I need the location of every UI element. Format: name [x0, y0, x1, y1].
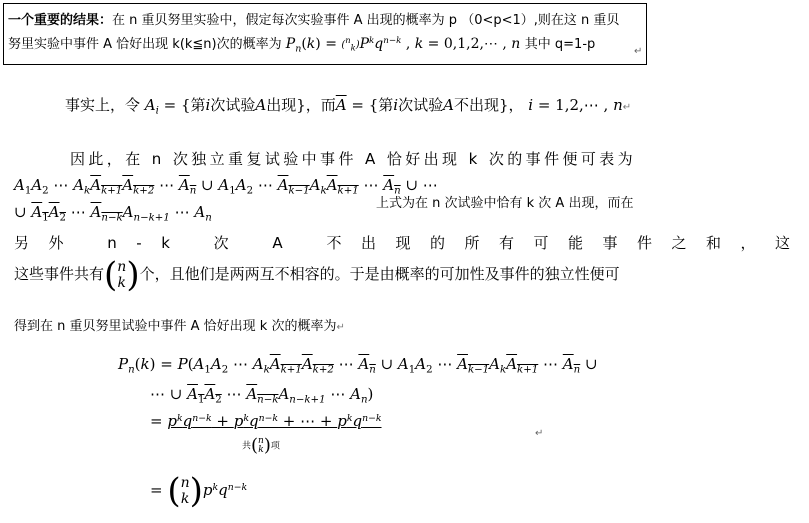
- derivation-row3-under: 共(n k)项: [242, 435, 280, 456]
- event-union-formula-2: ∪ $A_1A_2$ ⋯ $A_{n-k}A_{n-k+1}$ ⋯ $A_n$: [14, 203, 212, 224]
- para-mark: ↵: [634, 46, 643, 57]
- binomial-formula: $P_n(k) = (^n_k)P^kq^{n-k}$ , k = 0,1,2,⋯ , n: [285, 35, 521, 55]
- derivation-row3: = $p^kq^{n-k} + p^kq^{n-k}$ + ⋯ + $p^kq^{n-k}$: [150, 412, 382, 430]
- para2-line4: 这些事件共有(n k)个，且他们是两两互不相容的。于是由概率的可加性及事件的独立性便可: [14, 255, 620, 295]
- derivation-row4: = (n $k)p^kq^{n-k}$: [150, 471, 248, 511]
- box-line2-prefix: 努里实验中事件 A 恰好出现 k(k≦n)次的概率为: [8, 37, 282, 52]
- para-mark: ↵: [535, 428, 544, 439]
- para-mark: ↵: [336, 322, 345, 333]
- box-line-1: [8, 9, 619, 28]
- bold-label: 一个重要的结果：: [8, 13, 113, 28]
- derivation-row2: ⋯ ∪ $A_1A_2$ ⋯ $A_{n-k}A_{n-k+1}$ ⋯ $A_n$): [150, 385, 374, 406]
- para2-line2-suffix: 上式为在 n 次试验中恰有 k 次 A 出现，而在: [376, 196, 634, 211]
- para1: 事实上，令 $A_i$ = {第i次试验A出现}，而$\overline{A}$ = {第i次试验A不出现}， i = 1,2,⋯ , n↵: [65, 96, 632, 117]
- derivation-row1: $P_n(k) = P(A_1A_2$ ⋯ $A_kA_{k+1}A_{k+2}$ ⋯ $A_n$ ∪ $A_1A_2$ ⋯ $A_{k-1}A_kA_{k+1}$ ⋯ $A_n$ ∪: [118, 355, 598, 376]
- para2-line1: 因此，在 n 次独立重复试验中事件 A 恰好出现 k 次的事件便可表为: [70, 150, 637, 168]
- line4-suffix: 个，且他们是两两互不相容的。于是由概率的可加性及事件的独立性便可: [139, 265, 620, 283]
- line4-prefix: 这些事件共有: [14, 265, 105, 283]
- para-mark: ↵: [622, 102, 632, 113]
- box-line2-suffix: 其中 q=1-p: [524, 37, 596, 52]
- binom-bottom: k: [117, 275, 127, 291]
- box-line1-text: 在 n 重贝努里实验中，假定每次实验事件 A 出现的概率为 p （0<p<1）,则在这 n 重贝: [112, 13, 620, 28]
- para2-line5: 得到在 n 重贝努里试验中事件 A 恰好出现 k 次的概率为↵: [14, 319, 345, 334]
- binom-top: n: [117, 259, 127, 275]
- para2-line3: 另外 n-k 次 A 不出现的所有可能事件之和，这: [14, 234, 809, 252]
- box-line-2: [8, 33, 595, 54]
- event-union-formula: $A_1A_2$ ⋯ $A_kA_{k+1}A_{k+2}$ ⋯ $A_n$ ∪ $A_1A_2$ ⋯ $A_{k-1}A_kA_{k+1}$ ⋯ $A_n$ ∪ ⋯: [14, 176, 438, 197]
